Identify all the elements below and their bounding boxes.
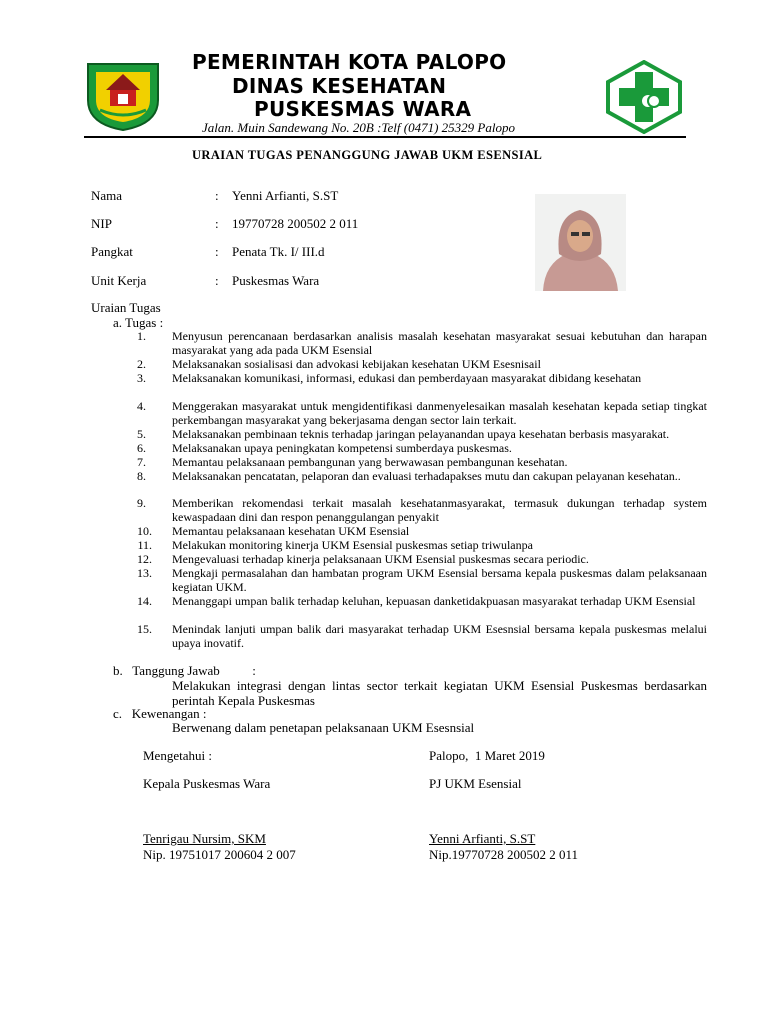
task-number: 2. — [137, 357, 146, 371]
name-colon: : — [215, 188, 219, 203]
task-number: 4. — [137, 399, 146, 413]
right-signature-date: Palopo, 1 Maret 2019 — [429, 748, 545, 763]
task-text: Menyusun perencanaan berdasarkan analisis masalah kesehatan masyarakat sesuai kebutuhan dan harapan masyarakat yang ada pada UKM Esensial — [172, 329, 707, 357]
header-address: Jalan. Muin Sandewang No. 20B :Telf (0471) 25329 Palopo — [202, 120, 515, 135]
nip-colon: : — [215, 216, 219, 231]
task-text: Menggerakan masyarakat untuk mengidentifikasi danmenyelesaikan masalah kesehatan kepada setiap tingkat perkembangan masyarakat yang bekerjasama dengan sector lain terkait. — [172, 399, 707, 427]
task-text: Melaksanakan komunikasi, informasi, edukasi dan pemberdayaan masyarakat dibidang kesehatan — [172, 371, 642, 385]
task-number: 9. — [137, 496, 146, 510]
nip-value: 19770728 200502 2 011 — [232, 216, 359, 231]
unit-label: Unit Kerja — [91, 273, 147, 288]
left-signature-role: Kepala Puskesmas Wara — [143, 776, 271, 791]
nip-label: NIP — [91, 216, 112, 231]
header-divider — [84, 136, 686, 138]
header-line-1: PEMERINTAH KOTA PALOPO — [192, 50, 507, 74]
task-number: 3. — [137, 371, 146, 385]
authority-text: Berwenang dalam penetapan pelaksanaan UKM Esesnsial — [172, 720, 475, 735]
task-number: 5. — [137, 427, 146, 441]
task-text: Melaksanakan sosialisasi dan advokasi kebijakan kesehatan UKM Esesnisail — [172, 357, 541, 371]
puskesmas-cross-logo — [604, 60, 684, 134]
task-number: 8. — [137, 469, 146, 483]
task-text: Memantau pelaksanaan pembangunan yang berwawasan pembangunan kesehatan. — [172, 455, 568, 469]
task-text: Melaksanakan pencatatan, pelaporan dan evaluasi terhadapakses mutu dan cakupan pelayanan kesehatan.. — [172, 469, 681, 483]
task-text: Mengkaji permasalahan dan hambatan program UKM Esensial bersama kepala puskesmas dalam pelaksanaan kegiatan UKM. — [172, 566, 707, 594]
left-signature-name: Tenrigau Nursim, SKM — [143, 831, 266, 846]
unit-colon: : — [215, 273, 219, 288]
task-number: 1. — [137, 329, 146, 343]
task-text: Menanggapi umpan balik terhadap keluhan, kepuasan danketidakpuasan masyarakat terhadap UKM Esensial — [172, 594, 696, 608]
task-number: 11. — [137, 538, 152, 552]
tasks-header: a. Tugas : — [113, 315, 164, 330]
task-text: Memberikan rekomendasi terkait masalah kesehatanmasyarakat, termasuk dukungan terhadap system kewaspadaan dini dan respon penanggulangan penyakit — [172, 496, 707, 524]
task-number: 14. — [137, 594, 152, 608]
right-signature-nip: Nip.19770728 200502 2 011 — [429, 847, 579, 862]
right-signature-name: Yenni Arfianti, S.ST — [429, 831, 536, 846]
task-text: Melaksanakan pembinaan teknis terhadap jaringan pelayanandan upaya kesehatan berbasis masyarakat. — [172, 427, 670, 441]
rank-label: Pangkat — [91, 244, 133, 259]
task-number: 7. — [137, 455, 146, 469]
task-number: 12. — [137, 552, 152, 566]
responsibility-text: Melakukan integrasi dengan lintas sector terkait kegiatan UKM Esensial Puskesmas berdasarkan perintah Kepala Puskesmas — [172, 678, 707, 708]
document-title: URAIAN TUGAS PENANGGUNG JAWAB UKM ESENSIAL — [192, 148, 543, 162]
section-title: Uraian Tugas — [91, 300, 161, 315]
left-signature-heading: Mengetahui : — [143, 748, 212, 763]
name-label: Nama — [91, 188, 123, 203]
header-line-2: DINAS KESEHATAN — [232, 74, 447, 98]
task-text: Menindak lanjuti umpan balik dari masyarakat terhadap UKM Esesnsial bersama kepala puskesmas melalui upaya inovatif. — [172, 622, 707, 650]
task-text: Memantau pelaksanaan kesehatan UKM Esensial — [172, 524, 410, 538]
responsibility-label: b. Tanggung Jawab : — [113, 663, 256, 678]
task-text: Melaksanakan upaya peningkatan kompetensi sumberdaya puskesmas. — [172, 441, 512, 455]
authority-label: c. Kewenangan : — [113, 706, 207, 721]
profile-photo — [535, 194, 626, 291]
task-number: 10. — [137, 524, 152, 538]
task-text: Melakukan monitoring kinerja UKM Esensial puskesmas setiap triwulanpa — [172, 538, 533, 552]
unit-value: Puskesmas Wara — [232, 273, 320, 288]
city-emblem-logo — [82, 60, 164, 132]
rank-colon: : — [215, 244, 219, 259]
header-line-3: PUSKESMAS WARA — [254, 97, 472, 121]
task-number: 15. — [137, 622, 152, 636]
right-signature-role: PJ UKM Esensial — [429, 776, 522, 791]
left-signature-nip: Nip. 19751017 200604 2 007 — [143, 847, 296, 862]
rank-value: Penata Tk. I/ III.d — [232, 244, 325, 259]
task-number: 6. — [137, 441, 146, 455]
name-value: Yenni Arfianti, S.ST — [232, 188, 339, 203]
task-text: Mengevaluasi terhadap kinerja pelaksanaan UKM Esensial puskesmas secara periodic. — [172, 552, 589, 566]
task-number: 13. — [137, 566, 152, 580]
